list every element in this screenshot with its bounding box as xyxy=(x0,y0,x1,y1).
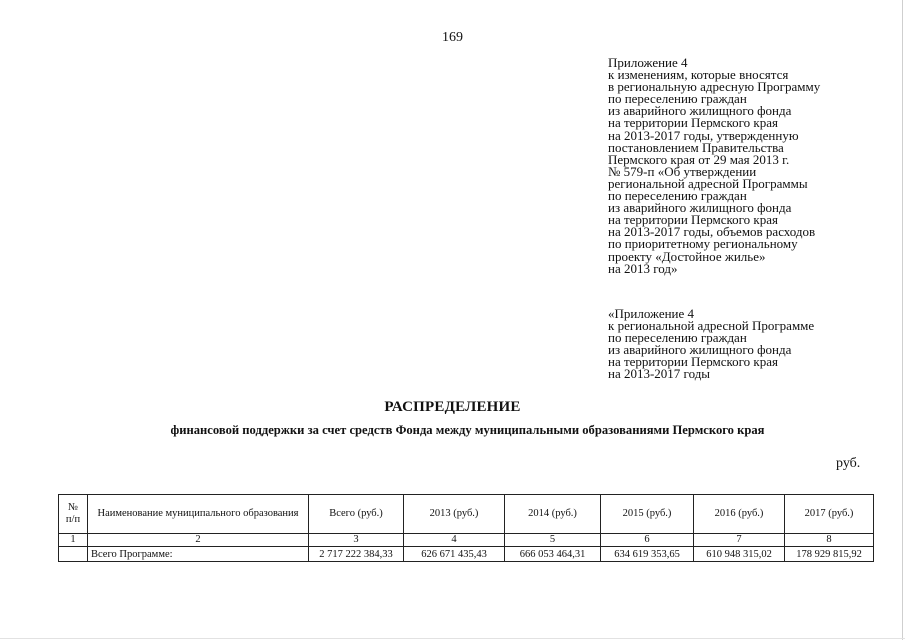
appendix-header-line: проекту «Достойное жилье» xyxy=(608,248,766,264)
total-2015-cell: 634 619 353,65 xyxy=(601,547,694,562)
column-number-row xyxy=(59,534,874,547)
document-subtitle: финансовой поддержки за счет средств Фонда между муниципальными образованиями Пермского края xyxy=(170,423,765,437)
table-row-total xyxy=(59,547,874,562)
table-header-row xyxy=(59,495,874,534)
appendix-header-line: на 2013-2017 годы, утвержденную xyxy=(608,127,799,143)
total-num-cell xyxy=(59,547,88,562)
appendix-secondary xyxy=(608,308,898,381)
total-2017-cell: 178 929 815,92 xyxy=(785,547,874,562)
appendix-header-line: постановлением Правительства xyxy=(608,139,784,155)
column-number: 5 xyxy=(505,534,601,547)
funding-table xyxy=(58,494,874,562)
column-number: 4 xyxy=(404,534,505,547)
column-number: 7 xyxy=(694,534,785,547)
appendix-secondary-line: на территории Пермского края xyxy=(608,354,778,370)
appendix-header-line: на территории Пермского края xyxy=(608,115,778,131)
total-sum-cell: 2 717 222 384,33 xyxy=(309,547,404,562)
appendix-header-line: на территории Пермского края xyxy=(608,212,778,228)
appendix-header-line: на 2013-2017 годы, объемов расходов xyxy=(608,224,816,240)
total-2014-cell: 666 053 464,31 xyxy=(505,547,601,562)
page-edge-divider xyxy=(0,638,905,639)
appendix-header-line: на 2013 год» xyxy=(608,260,678,276)
column-number: 8 xyxy=(785,534,874,547)
appendix-header-line: Приложение 4 xyxy=(608,55,688,70)
total-2016-cell: 610 948 315,02 xyxy=(694,547,785,562)
total-name-cell: Всего Программе: xyxy=(88,547,309,562)
appendix-header-line: Пермского края от 29 мая 2013 г. xyxy=(608,151,790,167)
appendix-secondary-line: «Приложение 4 xyxy=(608,306,695,321)
page-number: 169 xyxy=(442,30,463,45)
column-number: 6 xyxy=(601,534,694,547)
column-number: 1 xyxy=(59,534,88,547)
appendix-secondary-line: на 2013-2017 годы xyxy=(608,366,711,382)
appendix-secondary-line: из аварийного жилищного фонда xyxy=(608,342,792,358)
header-total: Всего (руб.) xyxy=(309,495,404,534)
appendix-header-line: в региональную адресную Программу xyxy=(608,79,821,95)
header-num: № п/п xyxy=(59,495,88,534)
page-edge-divider xyxy=(902,0,903,640)
appendix-header-line: к изменениям, которые вносятся xyxy=(608,67,789,83)
header-name: Наименование муниципального образования xyxy=(88,495,309,534)
appendix-header-line: из аварийного жилищного фонда xyxy=(608,103,792,119)
header-2014: 2014 (руб.) xyxy=(505,495,601,534)
appendix-header-line: по переселению граждан xyxy=(608,188,747,204)
appendix-header-line: по переселению граждан xyxy=(608,91,747,107)
appendix-header xyxy=(608,57,898,275)
appendix-secondary-line: по переселению граждан xyxy=(608,330,747,346)
appendix-header-line: региональной адресной Программы xyxy=(608,175,808,191)
column-number: 3 xyxy=(309,534,404,547)
document-title: РАСПРЕДЕЛЕНИЕ xyxy=(384,399,521,415)
header-2013: 2013 (руб.) xyxy=(404,495,505,534)
appendix-header-line: по приоритетному региональному xyxy=(608,236,798,252)
appendix-header-line: № 579-п «Об утверждении xyxy=(608,163,757,179)
currency-unit: руб. xyxy=(836,456,861,471)
total-2013-cell: 626 671 435,43 xyxy=(404,547,505,562)
appendix-header-line: из аварийного жилищного фонда xyxy=(608,200,792,216)
column-number: 2 xyxy=(88,534,309,547)
header-2016: 2016 (руб.) xyxy=(694,495,785,534)
header-2017: 2017 (руб.) xyxy=(785,495,874,534)
header-2015: 2015 (руб.) xyxy=(601,495,694,534)
appendix-secondary-line: к региональной адресной Программе xyxy=(608,318,815,334)
